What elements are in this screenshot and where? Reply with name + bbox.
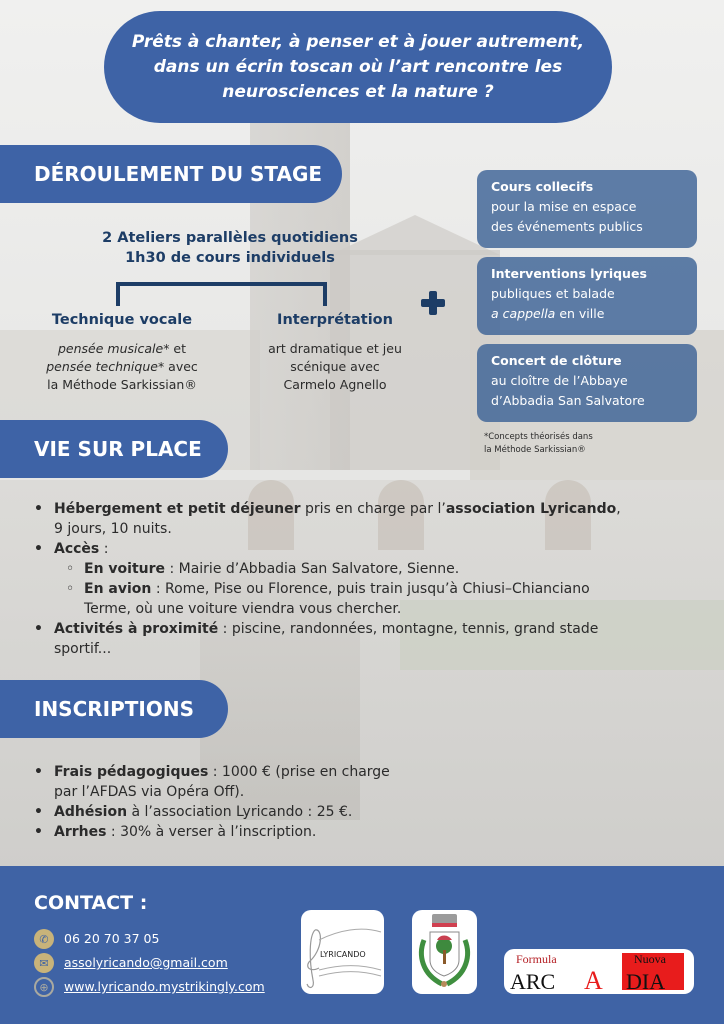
bold-label: En avion bbox=[84, 581, 152, 597]
acces-sublist bbox=[54, 559, 714, 619]
italic-term: a cappella bbox=[491, 306, 556, 321]
item-text: par l’AFDAS via Opéra Off). bbox=[54, 784, 245, 800]
inscriptions-list bbox=[34, 762, 494, 842]
technique-vocale-description bbox=[22, 340, 222, 394]
arcadia-nuova-text: Nuova bbox=[634, 952, 666, 966]
card-title: Concert de clôture bbox=[491, 353, 622, 368]
card-text: publiques et balade bbox=[491, 286, 615, 301]
item-line bbox=[84, 559, 714, 579]
item-text: : Mairie d’Abbadia San Salvatore, Sienne. bbox=[165, 561, 460, 577]
website-link[interactable]: www.lyricando.mystrikingly.com bbox=[64, 979, 265, 994]
footnote bbox=[484, 431, 593, 457]
bold-label: Accès bbox=[54, 541, 100, 557]
desc-text: scénique avec bbox=[290, 359, 380, 374]
item-line bbox=[54, 539, 714, 559]
contact-website bbox=[34, 976, 265, 998]
item-text: Terme, où une voiture viendra vous chercher. bbox=[84, 601, 402, 617]
italic-term: pensée technique bbox=[46, 359, 158, 374]
envelope-icon: ✉ bbox=[34, 953, 54, 973]
arcadia-formula-text: Formula bbox=[516, 952, 557, 966]
contact-email bbox=[34, 952, 228, 974]
desc-line bbox=[22, 358, 222, 376]
footnote-line: *Concepts théorisés dans bbox=[484, 432, 593, 442]
interpretation-title: Interprétation bbox=[277, 312, 393, 328]
desc-text: * avec bbox=[157, 359, 198, 374]
italic-term: pensée musicale bbox=[57, 341, 164, 356]
section-title: VIE SUR PLACE bbox=[34, 437, 202, 461]
bold-label: Adhésion bbox=[54, 804, 128, 820]
arcadia-graphic bbox=[504, 949, 694, 994]
bold-label: Frais pédagogiques bbox=[54, 764, 209, 780]
interpretation-description bbox=[240, 340, 430, 394]
section-header-vie-sur-place bbox=[0, 420, 228, 478]
item-line bbox=[54, 802, 494, 822]
formula-nuova-arcadia-logo bbox=[504, 949, 694, 994]
list-item-voiture bbox=[54, 559, 714, 579]
item-text: : piscine, randonnées, montagne, tennis, grand stade bbox=[218, 621, 599, 637]
card-text: au cloître de l’Abbaye bbox=[491, 373, 628, 388]
contact-phone bbox=[34, 928, 159, 950]
lyricando-logo-graphic bbox=[301, 910, 384, 994]
list-item-acces bbox=[34, 539, 714, 619]
item-line bbox=[54, 762, 494, 782]
list-item-activites bbox=[34, 619, 714, 659]
email-link[interactable]: assolyricando@gmail.com bbox=[64, 955, 228, 970]
item-text: à l’association Lyricando : 25 €. bbox=[127, 804, 353, 820]
desc-text: Carmelo Agnello bbox=[283, 377, 387, 392]
ateliers-line: 2 Ateliers parallèles quotidiens bbox=[102, 230, 358, 246]
card-title: Interventions lyriques bbox=[491, 266, 647, 281]
municipal-crest-logo bbox=[412, 910, 477, 994]
card-text bbox=[491, 304, 683, 324]
card-concert-cloture bbox=[477, 344, 697, 422]
hero-line: neurosciences et la nature ? bbox=[222, 81, 494, 102]
globe-icon: ⊕ bbox=[34, 977, 54, 997]
plus-icon bbox=[421, 291, 445, 315]
bold-label: Activités à proximité bbox=[54, 621, 219, 637]
bold-label: association Lyricando bbox=[445, 501, 617, 517]
desc-line bbox=[22, 340, 222, 358]
hero-line: dans un écrin toscan où l’art rencontre les bbox=[153, 56, 563, 77]
item-text: pris en charge par l’ bbox=[300, 501, 446, 517]
item-line bbox=[84, 579, 714, 599]
bold-label: Hébergement et petit déjeuner bbox=[54, 501, 301, 517]
item-line bbox=[54, 822, 494, 842]
vie-sur-place-list bbox=[34, 499, 714, 659]
contact-title: CONTACT : bbox=[34, 892, 148, 914]
list-item-avion bbox=[54, 579, 714, 619]
desc-text: art dramatique et jeu bbox=[268, 341, 402, 356]
item-text: sportif... bbox=[54, 641, 112, 657]
card-text: pour la mise en espace bbox=[491, 199, 637, 214]
card-text: des événements publics bbox=[491, 219, 643, 234]
technique-vocale-title: Technique vocale bbox=[51, 312, 193, 328]
ateliers-heading bbox=[50, 228, 410, 268]
phone-icon: ✆ bbox=[34, 929, 54, 949]
item-line bbox=[54, 499, 714, 519]
section-header-deroulement bbox=[0, 145, 342, 203]
item-text: 9 jours, 10 nuits. bbox=[54, 521, 172, 537]
section-title: DÉROULEMENT DU STAGE bbox=[34, 162, 323, 186]
bracket-connector bbox=[116, 282, 327, 306]
card-title: Cours collecifs bbox=[491, 179, 594, 194]
phone-number[interactable]: 06 20 70 37 05 bbox=[64, 931, 160, 946]
desc-text: la Méthode Sarkissian® bbox=[47, 377, 197, 392]
item-text: : 1000 € (prise en charge bbox=[208, 764, 390, 780]
hero-banner bbox=[104, 11, 612, 123]
arcadia-dia-text: DIA bbox=[626, 969, 666, 994]
item-text: : bbox=[99, 541, 109, 557]
section-title: INSCRIPTIONS bbox=[34, 697, 194, 721]
desc-text: * et bbox=[163, 341, 187, 356]
card-text: en ville bbox=[555, 306, 605, 321]
item-line bbox=[54, 619, 714, 639]
bold-label: Arrhes bbox=[54, 824, 107, 840]
list-item-frais bbox=[34, 762, 494, 802]
item-text: : Rome, Pise ou Florence, puis train jusqu’à Chiusi–Chianciano bbox=[151, 581, 590, 597]
card-cours-collectifs bbox=[477, 170, 697, 248]
card-interventions-lyriques bbox=[477, 257, 697, 335]
item-text: : 30% à verser à l’inscription. bbox=[106, 824, 317, 840]
hero-text bbox=[132, 30, 584, 105]
list-item-adhesion bbox=[34, 802, 494, 822]
bold-label: En voiture bbox=[84, 561, 166, 577]
list-item-arrhes bbox=[34, 822, 494, 842]
hero-line: Prêts à chanter, à penser et à jouer autrement, bbox=[131, 31, 585, 52]
crest-graphic bbox=[412, 910, 477, 994]
lyricando-logo bbox=[301, 910, 384, 994]
arcadia-arc-text: ARC bbox=[510, 969, 556, 994]
list-item-hebergement bbox=[34, 499, 714, 539]
footnote-line: la Méthode Sarkissian® bbox=[484, 445, 586, 455]
ateliers-line: 1h30 de cours individuels bbox=[125, 250, 335, 266]
arcadia-a-text: A bbox=[584, 966, 603, 994]
card-text: d’Abbadia San Salvatore bbox=[491, 393, 645, 408]
item-text: , bbox=[616, 501, 621, 517]
section-header-inscriptions bbox=[0, 680, 228, 738]
lyricando-logo-text: LYRICANDO bbox=[320, 950, 366, 959]
